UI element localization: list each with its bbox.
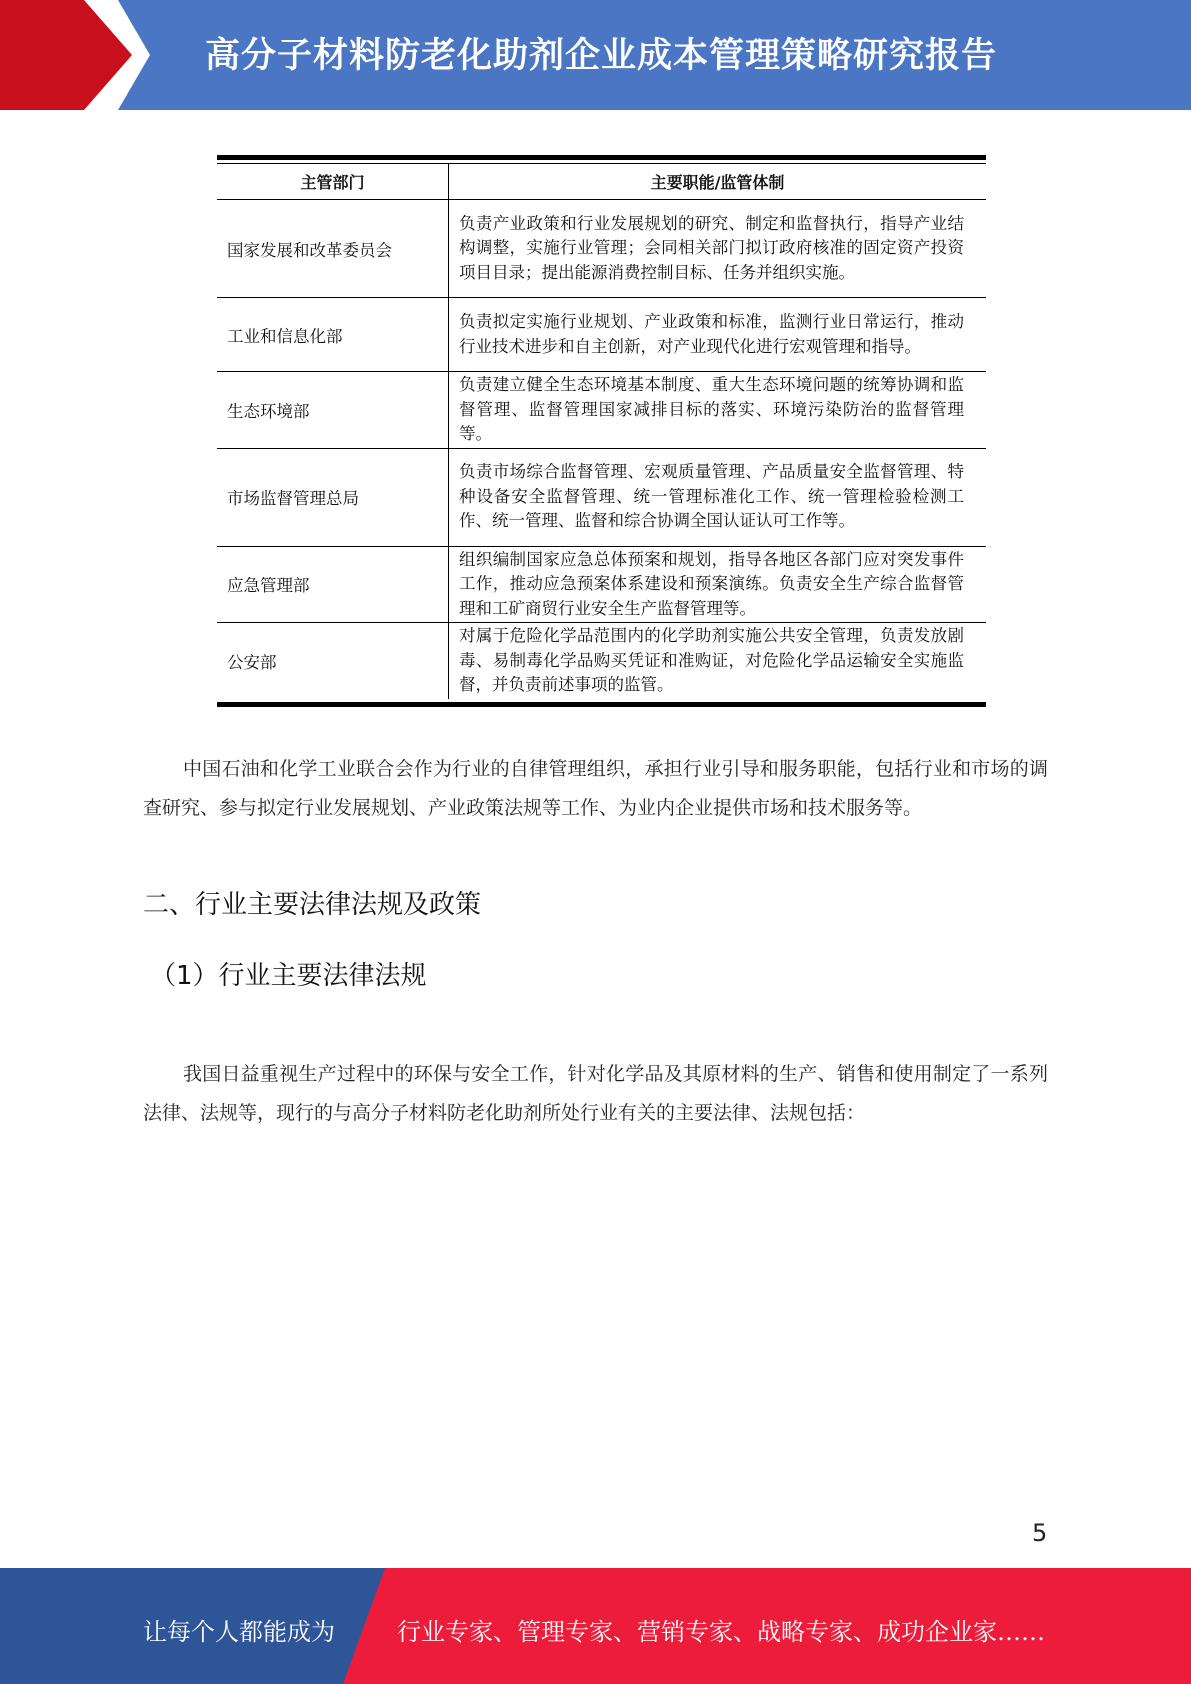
table-header-duty: 主要职能/监管体制 xyxy=(449,164,987,200)
body-paragraph: 我国日益重视生产过程中的环保与安全工作，针对化学品及其原材料的生产、销售和使用制定了一系列法律、法规等，现行的与高分子材料防老化助剂所处行业有关的主要法律、法规包括： xyxy=(143,1063,1048,1124)
table-cell-duty: 负责建立健全生态环境基本制度、重大生态环境问题的统筹协调和监督管理、监督管理国家减排目标的落实、环境污染防治的监督管理等。 xyxy=(449,372,987,449)
table-cell-duty: 负责拟定实施行业规划、产业政策和标准，监测行业日常运行，推动行业技术进步和自主创新，对产业现代化进行宏观管理和指导。 xyxy=(449,298,987,372)
subsection-heading: （1）行业主要法律法规 xyxy=(150,961,427,991)
table-row xyxy=(217,200,986,298)
table-row xyxy=(217,546,986,623)
table-cell-duty: 对属于危险化学品范围内的化学助剂实施公共安全管理，负责发放剧毒、易制毒化学品购买凭证和准购证，对危险化学品运输安全实施监督，并负责前述事项的监管。 xyxy=(459,626,964,694)
body-paragraph: 中国石油和化学工业联合会作为行业的自律管理组织，承担行业引导和服务职能，包括行业和市场的调查研究、参与拟定行业发展规划、产业政策法规等工作、为业内企业提供市场和技术服务等。 xyxy=(143,758,1048,819)
table-cell-dept: 生态环境部 xyxy=(217,372,449,449)
table-cell-duty: 组织编制国家应急总体预案和规划，指导各地区各部门应对突发事件工作，推动应急预案体系建设和预案演练。负责安全生产综合监督管理和工矿商贸行业安全生产监督管理等。 xyxy=(449,546,987,623)
table-cell-dept: 市场监督管理总局 xyxy=(217,448,449,546)
table-header-dept: 主管部门 xyxy=(217,164,449,200)
section-heading: 二、行业主要法律法规及政策 xyxy=(143,890,482,920)
table-header-row xyxy=(217,164,986,200)
table-row xyxy=(217,623,986,699)
header-banner xyxy=(0,0,1191,110)
table-row xyxy=(217,448,986,546)
header-arrow-decoration xyxy=(0,0,150,110)
table-cell-dept: 公安部 xyxy=(217,623,449,699)
table-row xyxy=(217,298,986,372)
footer-slogan-right: 行业专家、管理专家、营销专家、战略专家、成功企业家…… xyxy=(397,1618,1045,1646)
table-cell-duty: 负责市场综合监督管理、宏观质量管理、产品质量安全监督管理、特种设备安全监督管理、统一管理标准化工作、统一管理检验检测工作、统一管理、监督和综合协调全国认证认可工作等。 xyxy=(449,448,987,546)
table-cell-dept: 应急管理部 xyxy=(217,546,449,623)
table-cell-dept: 国家发展和改革委员会 xyxy=(217,200,449,298)
page-number: 5 xyxy=(1032,1519,1048,1547)
footer-banner xyxy=(0,1568,1191,1684)
report-title: 高分子材料防老化助剂企业成本管理策略研究报告 xyxy=(205,36,998,76)
regulator-table xyxy=(217,155,986,707)
table-row xyxy=(217,372,986,449)
table-cell-duty: 负责产业政策和行业发展规划的研究、制定和监督执行，指导产业结构调整，实施行业管理；会同相关部门拟订政府核准的固定资产投资项目目录；提出能源消费控制目标、任务并组织实施。 xyxy=(449,200,987,298)
footer-slogan-left: 让每个人都能成为 xyxy=(143,1618,335,1646)
table-cell-dept: 工业和信息化部 xyxy=(217,298,449,372)
